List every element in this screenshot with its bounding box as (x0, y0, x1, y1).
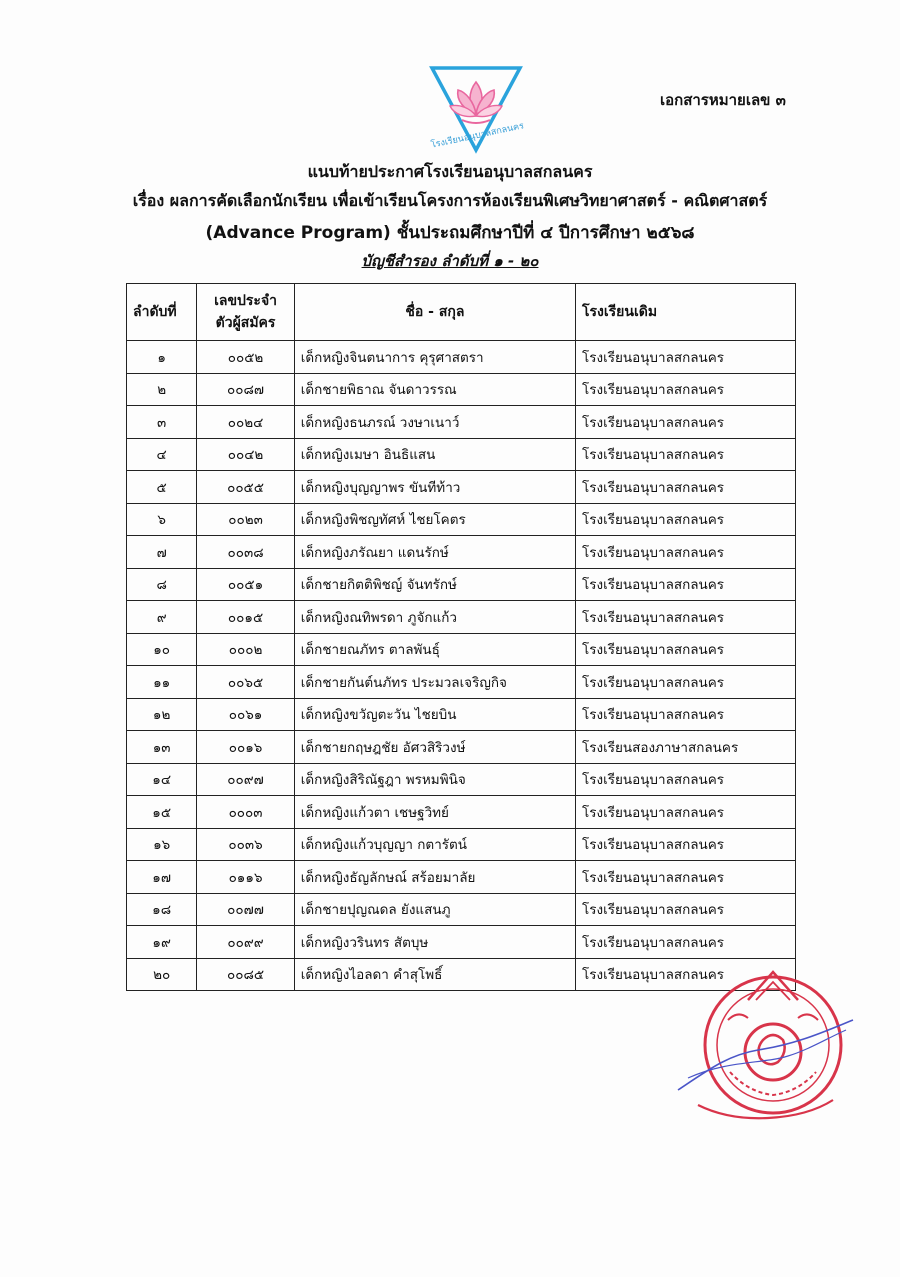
cell-applicant-id: ๐๐๘๕ (197, 958, 295, 991)
cell-applicant-id: ๐๐๒๔ (197, 406, 295, 439)
cell-order: ๖ (127, 503, 197, 536)
cell-previous-school: โรงเรียนอนุบาลสกลนคร (576, 861, 796, 894)
table-row (127, 503, 796, 536)
cell-order: ๑๙ (127, 926, 197, 959)
cell-applicant-id: ๐๑๑๖ (197, 861, 295, 894)
cell-full-name: เด็กหญิงธนภรณ์ วงษาเนาว์ (294, 406, 575, 439)
cell-applicant-id: ๐๐๑๖ (197, 731, 295, 764)
cell-full-name: เด็กหญิงไอลดา คำสุโพธิ์ (294, 958, 575, 991)
cell-order: ๑๘ (127, 893, 197, 926)
header-previous-school: โรงเรียนเดิม (576, 284, 796, 341)
table-row (127, 926, 796, 959)
header-full-name: ชื่อ - สกุล (294, 284, 575, 341)
table-row (127, 763, 796, 796)
cell-applicant-id: ๐๐๕๑ (197, 568, 295, 601)
cell-order: ๕ (127, 471, 197, 504)
cell-applicant-id: ๐๐๑๕ (197, 601, 295, 634)
cell-previous-school: โรงเรียนอนุบาลสกลนคร (576, 796, 796, 829)
cell-applicant-id: ๐๐๗๗ (197, 893, 295, 926)
cell-full-name: เด็กหญิงบุญญาพร ขันทีท้าว (294, 471, 575, 504)
cell-order: ๑๓ (127, 731, 197, 764)
cell-full-name: เด็กหญิงจินตนาการ คุรุศาสตรา (294, 341, 575, 374)
cell-order: ๒๐ (127, 958, 197, 991)
logo-caption: โรงเรียนอนุบาลสกลนคร (430, 121, 525, 151)
cell-order: ๑ (127, 341, 197, 374)
cell-previous-school: โรงเรียนอนุบาลสกลนคร (576, 471, 796, 504)
table-body (127, 341, 796, 991)
cell-applicant-id: ๐๐๘๗ (197, 373, 295, 406)
table-row (127, 568, 796, 601)
table-row (127, 633, 796, 666)
cell-order: ๑๖ (127, 828, 197, 861)
cell-order: ๑๔ (127, 763, 197, 796)
heading-line-2: เรื่อง ผลการคัดเลือกนักเรียน เพื่อเข้าเรียนโครงการห้องเรียนพิเศษวิทยาศาสตร์ - คณิตศาสตร์ (132, 191, 768, 210)
cell-previous-school: โรงเรียนอนุบาลสกลนคร (576, 926, 796, 959)
table-row (127, 471, 796, 504)
cell-applicant-id: ๐๐๓๖ (197, 828, 295, 861)
official-seal-icon (668, 960, 858, 1130)
table-row (127, 828, 796, 861)
heading-line-3: (Advance Program) ชั้นประถมศึกษาปีที่ ๔ ปีการศึกษา ๒๕๖๘ (205, 223, 695, 243)
cell-previous-school: โรงเรียนอนุบาลสกลนคร (576, 406, 796, 439)
heading-line-1: แนบท้ายประกาศโรงเรียนอนุบาลสกลนคร (307, 162, 593, 181)
header-order: ลำดับที่ (127, 284, 197, 341)
cell-applicant-id: ๐๐๖๑ (197, 698, 295, 731)
document-number: เอกสารหมายเลข ๓ (660, 91, 786, 109)
table-header-row (127, 284, 796, 341)
cell-order: ๓ (127, 406, 197, 439)
cell-order: ๔ (127, 438, 197, 471)
cell-applicant-id: ๐๐๓๘ (197, 536, 295, 569)
cell-previous-school: โรงเรียนอนุบาลสกลนคร (576, 373, 796, 406)
cell-order: ๑๒ (127, 698, 197, 731)
cell-previous-school: โรงเรียนอนุบาลสกลนคร (576, 666, 796, 699)
cell-full-name: เด็กหญิงเมษา อินธิแสน (294, 438, 575, 471)
table-row (127, 438, 796, 471)
cell-full-name: เด็กชายกันต์นภัทร ประมวลเจริญกิจ (294, 666, 575, 699)
cell-previous-school: โรงเรียนอนุบาลสกลนคร (576, 633, 796, 666)
cell-applicant-id: ๐๐๐๒ (197, 633, 295, 666)
table-row (127, 536, 796, 569)
cell-order: ๒ (127, 373, 197, 406)
list-title: บัญชีสำรอง ลำดับที่ ๑ - ๒๐ (361, 252, 539, 270)
cell-applicant-id: ๐๐๔๒ (197, 438, 295, 471)
cell-applicant-id: ๐๐๙๗ (197, 763, 295, 796)
cell-previous-school: โรงเรียนสองภาษาสกลนคร (576, 731, 796, 764)
cell-full-name: เด็กหญิงขวัญตะวัน ไชยบิน (294, 698, 575, 731)
cell-full-name: เด็กชายกิตติพิชญ์ จันทรักษ์ (294, 568, 575, 601)
header-applicant-id: เลขประจำตัวผู้สมัคร (197, 284, 295, 341)
cell-full-name: เด็กหญิงณทิพรดา ภูจักแก้ว (294, 601, 575, 634)
cell-order: ๑๕ (127, 796, 197, 829)
cell-previous-school: โรงเรียนอนุบาลสกลนคร (576, 536, 796, 569)
cell-order: ๑๗ (127, 861, 197, 894)
table-row (127, 698, 796, 731)
cell-previous-school: โรงเรียนอนุบาลสกลนคร (576, 438, 796, 471)
cell-order: ๑๐ (127, 633, 197, 666)
table-row (127, 373, 796, 406)
cell-full-name: เด็กชายพิธาณ จันดาวรรณ (294, 373, 575, 406)
cell-order: ๗ (127, 536, 197, 569)
cell-full-name: เด็กชายกฤษฎชัย อัศวสิริวงษ์ (294, 731, 575, 764)
cell-full-name: เด็กหญิงแก้วตา เชษฐวิทย์ (294, 796, 575, 829)
cell-full-name: เด็กหญิงพิชญทัศห์ ไชยโคตร (294, 503, 575, 536)
cell-applicant-id: ๐๐๖๕ (197, 666, 295, 699)
cell-previous-school: โรงเรียนอนุบาลสกลนคร (576, 958, 796, 991)
cell-applicant-id: ๐๐๕๕ (197, 471, 295, 504)
cell-previous-school: โรงเรียนอนุบาลสกลนคร (576, 601, 796, 634)
cell-order: ๘ (127, 568, 197, 601)
table-row (127, 601, 796, 634)
table-row (127, 861, 796, 894)
cell-previous-school: โรงเรียนอนุบาลสกลนคร (576, 893, 796, 926)
table-row (127, 731, 796, 764)
table-row (127, 893, 796, 926)
results-table (126, 283, 796, 991)
cell-full-name: เด็กหญิงวรินทร สัตบุษ (294, 926, 575, 959)
cell-applicant-id: ๐๐๕๒ (197, 341, 295, 374)
cell-full-name: เด็กหญิงแก้วบุญญา กตารัตน์ (294, 828, 575, 861)
cell-previous-school: โรงเรียนอนุบาลสกลนคร (576, 828, 796, 861)
cell-full-name: เด็กหญิงสิริณัฐฎา พรหมพินิจ (294, 763, 575, 796)
cell-full-name: เด็กหญิงธัญลักษณ์ สร้อยมาลัย (294, 861, 575, 894)
cell-order: ๑๑ (127, 666, 197, 699)
cell-full-name: เด็กชายณภัทร ตาลพันธุ์ (294, 633, 575, 666)
table-row (127, 341, 796, 374)
table-row (127, 796, 796, 829)
table-row (127, 666, 796, 699)
cell-applicant-id: ๐๐๐๓ (197, 796, 295, 829)
cell-previous-school: โรงเรียนอนุบาลสกลนคร (576, 763, 796, 796)
cell-applicant-id: ๐๐๒๓ (197, 503, 295, 536)
cell-previous-school: โรงเรียนอนุบาลสกลนคร (576, 503, 796, 536)
cell-full-name: เด็กชายปุญณดล ยังแสนภู (294, 893, 575, 926)
cell-previous-school: โรงเรียนอนุบาลสกลนคร (576, 698, 796, 731)
cell-applicant-id: ๐๐๙๙ (197, 926, 295, 959)
table-row (127, 406, 796, 439)
cell-previous-school: โรงเรียนอนุบาลสกลนคร (576, 568, 796, 601)
cell-full-name: เด็กหญิงภรัณยา แดนรักษ์ (294, 536, 575, 569)
cell-previous-school: โรงเรียนอนุบาลสกลนคร (576, 341, 796, 374)
cell-order: ๙ (127, 601, 197, 634)
